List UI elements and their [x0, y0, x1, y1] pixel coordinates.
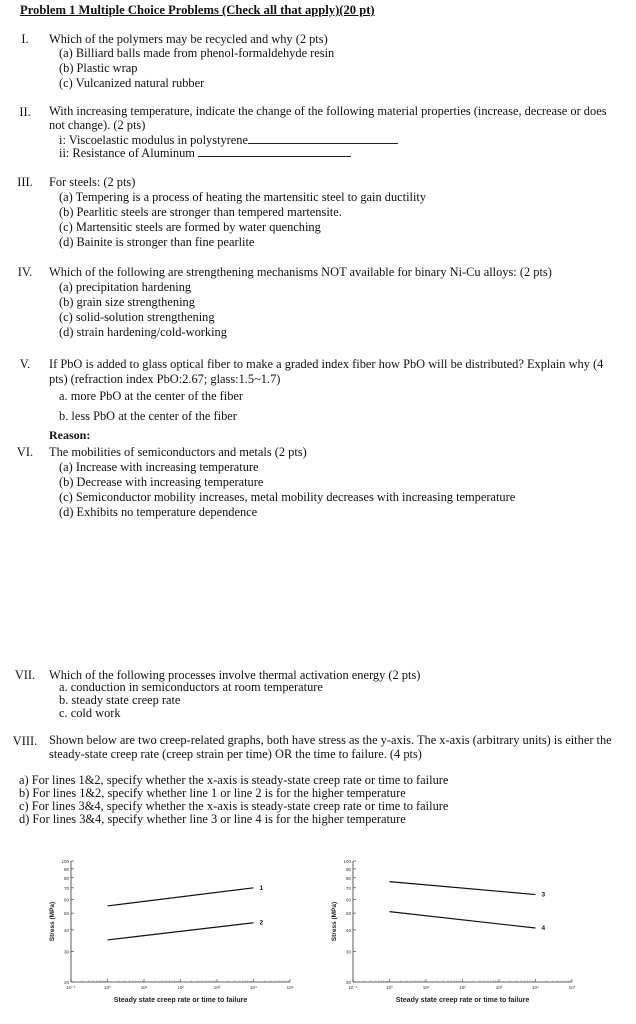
- option-with-blank: [59, 145, 351, 161]
- option: (d) strain hardening/cold-working: [59, 325, 227, 339]
- y-tick-label: 90: [345, 866, 351, 872]
- x-tick-label: 10⁰: [386, 985, 393, 990]
- reason-label: Reason:: [49, 428, 91, 442]
- question-number: VII.: [14, 668, 36, 682]
- y-tick-label: 60: [63, 897, 69, 903]
- question-text: If PbO is added to glass optical fiber to make a graded index fiber how PbO will be distributed? Explain why (4 pts) (refraction index PbO:2.67; glass:1.5~1.7): [49, 357, 604, 386]
- x-tick-label: 10²: [459, 985, 466, 990]
- x-tick-label: 10⁻¹: [66, 985, 76, 990]
- question-text: Shown below are two creep-related graphs, both have stress as the y-axis. The x-axis (arbitrary units) is either the steady-state creep rate (creep strain per time) OR the time to failure. (4 pts): [49, 733, 612, 761]
- option: (c) Vulcanized natural rubber: [59, 76, 205, 90]
- option-label: ii: Resistance of Aluminum: [59, 146, 195, 160]
- sub-question: a) For lines 1&2, specify whether the x-axis is steady-state creep rate or time to failure: [19, 773, 449, 787]
- question-text: The mobilities of semiconductors and metals (2 pts): [49, 445, 307, 459]
- series-label-3: 3: [541, 891, 546, 899]
- option: (a) Increase with increasing temperature: [59, 460, 259, 474]
- sub-question: d) For lines 3&4, specify whether line 3 or line 4 is for the higher temperature: [19, 812, 406, 826]
- option: (b) grain size strengthening: [59, 295, 195, 309]
- x-tick-label: 10³: [213, 985, 221, 990]
- series-line-3: [390, 882, 536, 895]
- y-tick-label: 30: [63, 949, 69, 955]
- y-tick-label: 100: [343, 859, 351, 864]
- x-axis-label: Steady state creep rate or time to failure: [395, 997, 530, 1004]
- question-number: V.: [19, 357, 31, 371]
- y-axis-label: Stress (MPa): [331, 901, 338, 942]
- question-number: IV.: [17, 265, 33, 279]
- y-tick-label: 70: [345, 885, 351, 891]
- y-tick-label: 40: [63, 927, 69, 933]
- x-tick-label: 10³: [495, 985, 503, 990]
- option: b. less PbO at the center of the fiber: [59, 409, 237, 423]
- y-tick-label: 20: [63, 980, 69, 985]
- option: (a) precipitation hardening: [59, 280, 192, 294]
- answer-blank[interactable]: [198, 145, 351, 157]
- option: (c) Semiconductor mobility increases, metal mobility decreases with increasing temperature: [59, 490, 516, 504]
- question-number: II.: [19, 105, 31, 119]
- x-tick-label: 10⁵: [286, 985, 294, 990]
- y-tick-label: 90: [63, 866, 69, 872]
- option: (c) Martensitic steels are formed by water quenching: [59, 220, 321, 234]
- x-tick-label: 10⁻¹: [348, 985, 358, 990]
- question-number: I.: [21, 32, 29, 46]
- question-text: For steels: (2 pts): [49, 175, 136, 189]
- question-number: III.: [17, 175, 33, 189]
- y-tick-label: 50: [63, 911, 69, 917]
- option: (a) Tempering is a process of heating the martensitic steel to gain ductility: [59, 190, 427, 204]
- option: b. steady state creep rate: [59, 693, 181, 707]
- creep-chart-lines-1-2: [40, 852, 300, 1010]
- x-axis-label: Steady state creep rate or time to failure: [113, 997, 248, 1004]
- question-number: VIII.: [12, 734, 38, 748]
- y-tick-label: 80: [345, 875, 351, 881]
- option: a. conduction in semiconductors at room temperature: [59, 680, 323, 694]
- creep-chart-lines-3-4: [322, 852, 582, 1010]
- y-tick-label: 80: [63, 875, 69, 881]
- series-line-1: [108, 888, 254, 906]
- x-tick-label: 10⁵: [568, 985, 576, 990]
- option: (c) solid-solution strengthening: [59, 310, 215, 324]
- y-tick-label: 30: [345, 949, 351, 955]
- x-tick-label: 10⁴: [532, 985, 539, 990]
- option: (d) Exhibits no temperature dependence: [59, 505, 258, 519]
- question-text: Which of the following processes involve thermal activation energy (2 pts): [49, 668, 421, 682]
- question-number: VI.: [16, 445, 34, 459]
- question-text: With increasing temperature, indicate the change of the following material properties (increase, decrease or does not change). (2 pts): [49, 104, 607, 132]
- option: (d) Bainite is stronger than fine pearlite: [59, 235, 255, 249]
- y-tick-label: 40: [345, 927, 351, 933]
- series-line-2: [108, 923, 254, 940]
- page-title: Problem 1 Multiple Choice Problems (Check all that apply)(20 pt): [20, 3, 375, 17]
- x-tick-label: 10²: [177, 985, 184, 990]
- y-tick-label: 60: [345, 897, 351, 903]
- answer-blank[interactable]: [248, 132, 398, 144]
- question-text: Which of the polymers may be recycled and why (2 pts): [49, 32, 328, 46]
- option: (b) Decrease with increasing temperature: [59, 475, 264, 489]
- x-tick-label: 10⁰: [104, 985, 111, 990]
- series-label-2: 2: [259, 919, 264, 927]
- series-line-4: [390, 912, 536, 928]
- option-label: i: Viscoelastic modulus in polystyrene: [59, 133, 248, 147]
- y-tick-label: 100: [61, 859, 69, 864]
- option: (b) Pearlitic steels are stronger than tempered martensite.: [59, 205, 342, 219]
- y-axis-label: Stress (MPa): [49, 901, 56, 942]
- option: (a) Billiard balls made from phenol-formaldehyde resin: [59, 46, 335, 60]
- option: c. cold work: [59, 706, 121, 720]
- x-tick-label: 10⁴: [250, 985, 257, 990]
- series-label-1: 1: [259, 884, 264, 892]
- y-tick-label: 70: [63, 885, 69, 891]
- x-tick-label: 10¹: [422, 985, 430, 990]
- question-text: Which of the following are strengthening mechanisms NOT available for binary Ni-Cu alloys: (2 pts): [49, 265, 552, 279]
- option: a. more PbO at the center of the fiber: [59, 389, 244, 403]
- sub-question: b) For lines 1&2, specify whether line 1 or line 2 is for the higher temperature: [19, 786, 406, 800]
- sub-question: c) For lines 3&4, specify whether the x-axis is steady-state creep rate or time to failure: [19, 799, 449, 813]
- y-tick-label: 50: [345, 911, 351, 917]
- y-tick-label: 20: [345, 980, 351, 985]
- series-label-4: 4: [541, 925, 546, 933]
- x-tick-label: 10¹: [140, 985, 148, 990]
- option: (b) Plastic wrap: [59, 61, 138, 75]
